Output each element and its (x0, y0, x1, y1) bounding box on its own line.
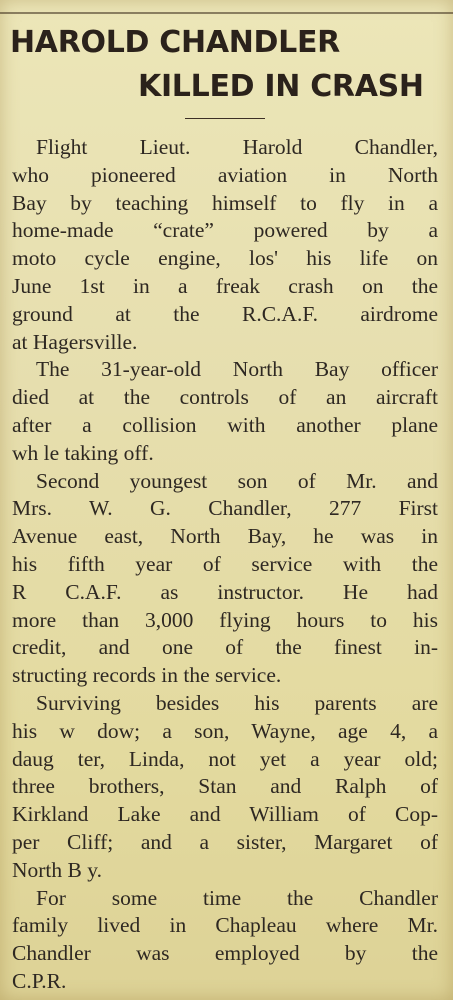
article-line: For some time the Chandler (36, 885, 438, 910)
article-line: Kirkland Lake and William of Cop- (12, 802, 438, 827)
article-line: more than 3,000 flying hours to his (12, 607, 438, 632)
article-line: home-made “crate” powered by a (12, 218, 438, 243)
article-line: Mrs. W. G. Chandler, 277 First (12, 496, 438, 521)
article-line: family lived in Chapleau where Mr. (12, 913, 438, 938)
article-line: after a collision with another plane (12, 412, 438, 437)
article-line: North B y. (12, 857, 102, 882)
article-line: ground at the R.C.A.F. airdrome (12, 301, 438, 326)
article-line: Bay by teaching himself to fly in a (12, 190, 438, 215)
article-body (12, 134, 438, 996)
article-line: credit, and one of the finest in- (12, 635, 438, 660)
article-line: June 1st in a freak crash on the (12, 273, 438, 298)
article-line: three brothers, Stan and Ralph of (12, 774, 438, 799)
article-line: Flight Lieut. Harold Chandler, (36, 135, 438, 159)
article-line: structing records in the service. (12, 663, 282, 688)
article-line: at Hagersville. (12, 329, 138, 354)
headline-line-2: KILLED IN CRASH (138, 69, 424, 104)
article-line: who pioneered aviation in North (12, 162, 438, 187)
article-line: wh le taking off. (12, 440, 154, 465)
article-line: Avenue east, North Bay, he was in (12, 524, 438, 549)
article-line: Second youngest son of Mr. and (36, 468, 438, 493)
article-line: moto cycle engine, los' his life on (12, 246, 438, 271)
article-line: The 31-year-old North Bay officer (36, 357, 438, 382)
article-line: his w dow; a son, Wayne, age 4, a (12, 718, 438, 743)
article-line: C.P.R. (12, 968, 67, 993)
headline-line-1: HAROLD CHANDLER (10, 25, 340, 60)
article-line: Surviving besides his parents are (36, 690, 438, 715)
top-rule (0, 12, 453, 14)
headline-divider (185, 118, 265, 119)
article-line: daug ter, Linda, not yet a year old; (12, 746, 438, 771)
article-line: died at the controls of an aircraft (12, 385, 438, 410)
article-line: Chandler was employed by the (12, 941, 438, 966)
article-line: R C.A.F. as instructor. He had (12, 579, 438, 604)
article-line: per Cliff; and a sister, Margaret of (12, 829, 438, 854)
article-line: his fifth year of service with the (12, 551, 438, 576)
